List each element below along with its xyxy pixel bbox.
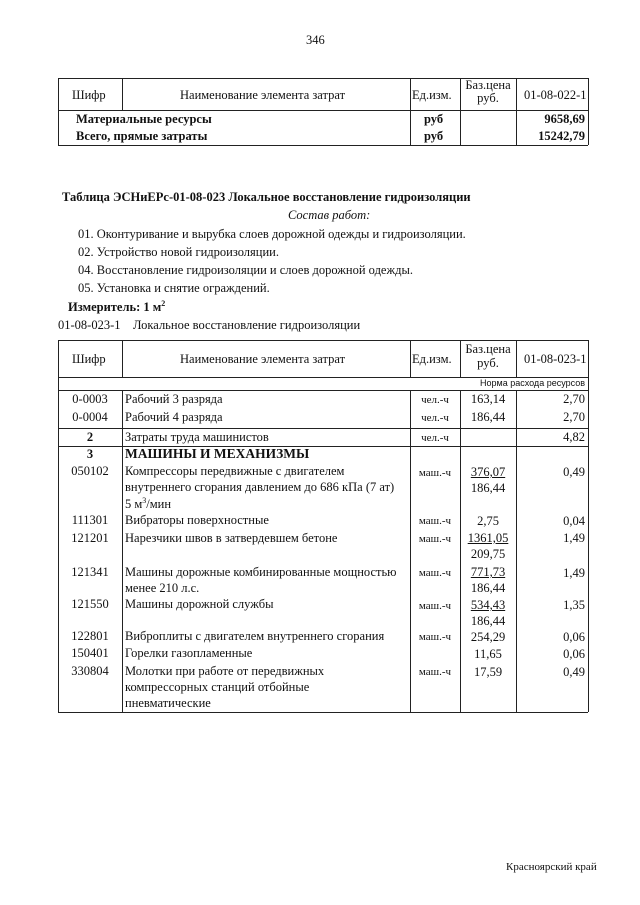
name: Рабочий 3 разряда xyxy=(125,392,223,406)
value: 1,35 xyxy=(563,598,585,612)
footer-region: Красноярский край xyxy=(506,861,597,873)
value: 0,49 xyxy=(563,665,585,679)
section-heading: МАШИНЫ И МЕХАНИЗМЫ xyxy=(125,446,310,461)
work-item: 04. Восстановление гидроизоляции и слоев дорожной одежды. xyxy=(78,263,414,277)
header-code: Шифр xyxy=(72,88,106,102)
page-number: 346 xyxy=(306,33,325,47)
unit: маш.-ч xyxy=(418,666,452,678)
code: 121341 xyxy=(71,565,109,579)
code: 121201 xyxy=(71,531,109,545)
unit: маш.-ч xyxy=(418,600,452,612)
norm-label: Норма расхода ресурсов xyxy=(480,378,585,388)
value: 4,82 xyxy=(563,430,585,444)
name: внутреннего сгорания давлением до 686 кПа (7 ат) xyxy=(125,480,395,494)
price: 254,29 xyxy=(470,630,506,644)
value: 0,04 xyxy=(563,514,585,528)
header-unit: Ед.изм. xyxy=(412,352,452,366)
price-2: 186,44 xyxy=(470,581,506,595)
name: Виброплиты с двигателем внутреннего сгорания xyxy=(125,629,385,643)
price: 163,14 xyxy=(470,392,506,406)
header-name: Наименование элемента затрат xyxy=(180,88,346,102)
name: пневматические xyxy=(125,696,211,710)
price: 11,65 xyxy=(474,647,502,661)
row-name: Материальные ресурсы xyxy=(76,112,212,126)
price: 1361,05 xyxy=(467,531,509,545)
name: Рабочий 4 разряда xyxy=(125,410,223,424)
row-unit: руб xyxy=(424,112,444,126)
name: Нарезчики швов в затвердевшем бетоне xyxy=(125,531,338,545)
row-name: Всего, прямые затраты xyxy=(76,129,208,143)
price-2: 209,75 xyxy=(470,547,506,561)
work-item: 05. Установка и снятие ограждений. xyxy=(78,281,270,295)
name: Горелки газопламенные xyxy=(125,646,253,660)
code: 2 xyxy=(86,430,94,444)
header-name: Наименование элемента затрат xyxy=(180,352,346,366)
name: Машины дорожные комбинированные мощностью xyxy=(125,565,397,579)
header-price: Баз.цена руб. xyxy=(465,78,511,105)
name: менее 210 л.с. xyxy=(125,581,200,595)
name: Молотки при работе от передвижных xyxy=(125,664,325,678)
price-2: 186,44 xyxy=(470,614,506,628)
unit: маш.-ч xyxy=(418,467,452,479)
name: Машины дорожной службы xyxy=(125,597,274,611)
code: 150401 xyxy=(71,646,109,660)
price: 376,07 xyxy=(470,465,506,479)
name: компрессорных станций отбойные xyxy=(125,680,310,694)
code: 3 xyxy=(86,447,94,461)
price: 771,73 xyxy=(470,565,506,579)
header-code: Шифр xyxy=(72,352,106,366)
code: 111301 xyxy=(71,513,109,527)
code: 050102 xyxy=(71,464,109,478)
name: 5 $м^3$/мин xyxy=(125,496,172,512)
unit: маш.-ч xyxy=(418,533,452,545)
header-price: Баз.цена руб. xyxy=(465,342,511,370)
section-title: Таблица ЭСНиЕРс-01-08-023 Локальное восстановление гидроизоляции xyxy=(62,190,471,204)
work-item: 02. Устройство новой гидроизоляции. xyxy=(78,245,279,259)
price: 17,59 xyxy=(473,665,503,679)
row-value: 15242,79 xyxy=(538,129,585,143)
unit: маш.-ч xyxy=(418,567,452,579)
composition-title: Состав работ: xyxy=(288,208,371,222)
value: 2,70 xyxy=(563,410,585,424)
price: 534,43 xyxy=(470,598,506,612)
price: 2,75 xyxy=(477,514,499,528)
name: Компрессоры передвижные с двигателем xyxy=(125,464,345,478)
name: Вибраторы поверхностные xyxy=(125,513,269,527)
value: 2,70 xyxy=(563,392,585,406)
unit: чел.-ч xyxy=(421,394,449,406)
code: 0-0004 xyxy=(72,410,108,424)
unit: маш.-ч xyxy=(418,515,452,527)
price-2: 186,44 xyxy=(470,481,506,495)
unit: чел.-ч xyxy=(421,412,449,424)
value: 1,49 xyxy=(563,531,585,545)
header-norm: 01-08-023-1 xyxy=(524,352,587,366)
value: 0,06 xyxy=(563,647,585,661)
value: 0,06 xyxy=(563,630,585,644)
measure-unit: Измеритель: 1 $м^2$ xyxy=(68,299,166,315)
value: 1,49 xyxy=(563,566,585,580)
work-item: 01. Оконтуривание и вырубка слоев дорожной одежды и гидроизоляции. xyxy=(78,227,466,241)
row-value: 9658,69 xyxy=(544,112,585,126)
name: Затраты труда машинистов xyxy=(125,430,269,444)
header-unit: Ед.изм. xyxy=(412,88,452,102)
value: 0,49 xyxy=(563,465,585,479)
subtitle: 01-08-023-1 Локальное восстановление гидроизоляции xyxy=(58,318,361,332)
row-unit: руб xyxy=(424,129,444,143)
code: 121550 xyxy=(71,597,109,611)
price: 186,44 xyxy=(470,410,506,424)
header-norm: 01-08-022-1 xyxy=(524,88,587,102)
unit: маш.-ч xyxy=(418,631,452,643)
code: 122801 xyxy=(71,629,109,643)
unit: чел.-ч xyxy=(421,432,449,444)
code: 0-0003 xyxy=(72,392,108,406)
code: 330804 xyxy=(71,664,109,678)
